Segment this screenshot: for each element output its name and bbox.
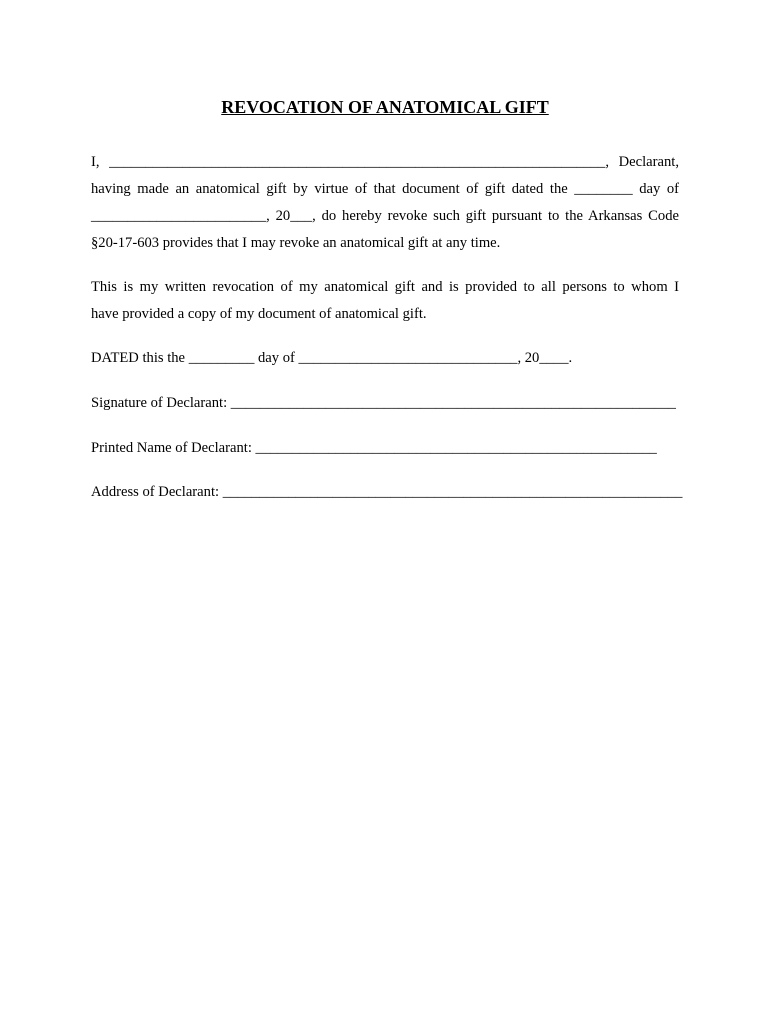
dated-line: DATED this the _________ day of ______________________________, 20____.	[91, 350, 573, 366]
declaration-line-4: §20-17-603 provides that I may revoke an anatomical gift at any time.	[91, 235, 501, 251]
address-line: Address of Declarant: _______________________________________________________________	[91, 484, 683, 500]
printed-name-line: Printed Name of Declarant: _______________________________________________________	[91, 440, 657, 456]
declaration-line-2: having made an anatomical gift by virtue of that document of gift dated the ________ day of	[91, 181, 679, 197]
revocation-line-2: have provided a copy of my document of anatomical gift.	[91, 306, 427, 322]
declaration-line-1: I, ____________________________________________________________________, Declarant,	[91, 154, 679, 170]
document-title: REVOCATION OF ANATOMICAL GIFT	[221, 97, 549, 117]
declaration-paragraph	[91, 149, 679, 257]
signature-line: Signature of Declarant: _____________________________________________________________	[91, 395, 676, 411]
revocation-paragraph	[91, 274, 679, 328]
revocation-line-1: This is my written revocation of my anatomical gift and is provided to all persons to whom I	[91, 279, 679, 295]
declaration-line-3: ________________________, 20___, do hereby revoke such gift pursuant to the Arkansas Code	[91, 208, 679, 224]
